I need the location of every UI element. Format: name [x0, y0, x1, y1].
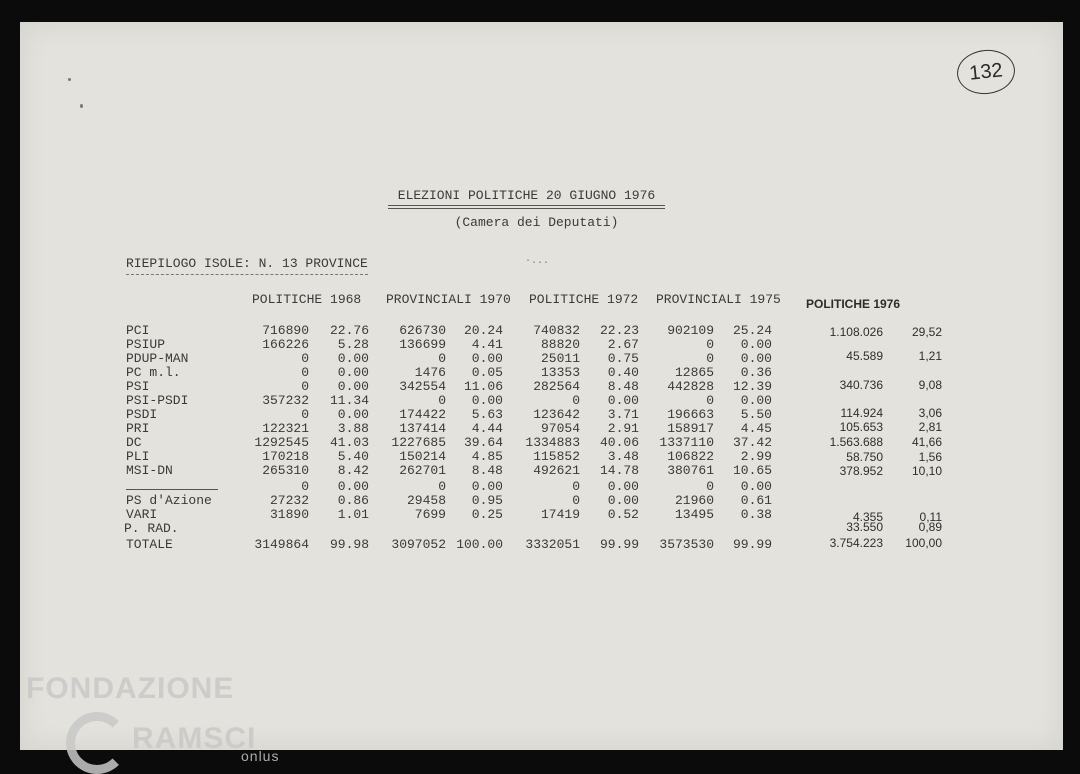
cell-party: PLI: [126, 449, 150, 464]
cell-v70: 262701: [399, 463, 446, 478]
cell-p75: 0.38: [740, 507, 772, 522]
cell-v76: 114.924: [840, 406, 883, 420]
cell-v75: 21960: [674, 493, 714, 508]
cell-v72: 97054: [540, 421, 580, 436]
document-subtitle: (Camera dei Deputati): [454, 215, 619, 230]
header-politiche-1976: POLITICHE 1976: [806, 297, 901, 311]
cell-p68: 41.03: [329, 435, 369, 450]
cell-p72: 3.71: [607, 407, 639, 422]
cell-v76: 58.750: [846, 450, 883, 464]
cell-v68: 357232: [262, 393, 309, 408]
cell-v76: 33.550: [846, 520, 883, 534]
cell-v68: 265310: [262, 463, 309, 478]
watermark-line2: RAMSCI: [132, 722, 257, 755]
cell-v70: 174422: [399, 407, 446, 422]
cell-p75: 10.65: [732, 463, 772, 478]
cell-party: PSDI: [126, 407, 158, 422]
cell-p75: 0.00: [740, 393, 772, 408]
table-row: [20, 494, 1063, 508]
header-provinciali-1970: PROVINCIALI 1970: [386, 292, 511, 307]
cell-p68: 8.42: [337, 463, 369, 478]
cell-v72: 3332051: [525, 537, 580, 552]
cell-p68: 5.28: [337, 337, 369, 352]
title-wrap: [20, 186, 1063, 209]
cell-v70: 626730: [399, 323, 446, 338]
cell-p75: 25.24: [732, 323, 772, 338]
cell-v70: 7699: [414, 507, 446, 522]
summary-heading: RIEPILOGO ISOLE: N. 13 PROVINCE: [126, 256, 368, 271]
watermark-line1: FONDAZIONE: [26, 672, 235, 705]
table-row: [20, 408, 1063, 422]
cell-v75: 158917: [667, 421, 714, 436]
table-row: [20, 436, 1063, 450]
cell-p72: 0.75: [607, 351, 639, 366]
table-row: [20, 352, 1063, 366]
cell-v72: 123642: [533, 407, 580, 422]
cell-v68: 0: [301, 407, 309, 422]
cell-v68: 0: [301, 479, 309, 494]
cell-v72: 740832: [533, 323, 580, 338]
cell-p76: 100,00: [905, 536, 942, 550]
cell-party: VARI: [126, 507, 158, 522]
cell-party: PSI: [126, 379, 150, 394]
cell-p75: 0.61: [740, 493, 772, 508]
cell-party: MSI-DN: [126, 463, 173, 478]
page-number: 132: [968, 58, 1004, 85]
cell-v75: 902109: [667, 323, 714, 338]
cell-p68: 0.00: [337, 365, 369, 380]
cell-p72: 0.52: [607, 507, 639, 522]
cell-p72: 2.91: [607, 421, 639, 436]
cell-p72: 0.00: [607, 493, 639, 508]
cell-v68: 27232: [269, 493, 309, 508]
cell-v75: 442828: [667, 379, 714, 394]
separator-line: [126, 489, 218, 490]
watermark-line2-wrap: [66, 704, 256, 774]
cell-v68: 3149864: [254, 537, 309, 552]
cell-p70: 5.63: [471, 407, 503, 422]
g-logo-icon: [66, 712, 128, 774]
cell-v70: 3097052: [391, 537, 446, 552]
cell-p76: 3,06: [918, 406, 942, 420]
cell-v70: 136699: [399, 337, 446, 352]
cell-p68: 11.34: [329, 393, 369, 408]
cell-p75: 4.45: [740, 421, 772, 436]
header-politiche-1968: POLITICHE 1968: [252, 292, 362, 307]
cell-p68: 99.98: [329, 537, 369, 552]
cell-p70: 4.41: [471, 337, 503, 352]
cell-p70: 0.00: [471, 351, 503, 366]
cell-v68: 31890: [269, 507, 309, 522]
cell-p68: 22.76: [329, 323, 369, 338]
cell-v70: 137414: [399, 421, 446, 436]
cell-party: DC: [126, 435, 142, 450]
cell-p76: 2,81: [918, 420, 942, 434]
cell-p75: 0.00: [740, 337, 772, 352]
cell-p68: 1.01: [337, 507, 369, 522]
cell-v75: 13495: [674, 507, 714, 522]
cell-p72: 22.23: [599, 323, 639, 338]
dots-mark: ·...: [525, 256, 550, 267]
table-row: [20, 366, 1063, 380]
cell-p70: 20.24: [463, 323, 503, 338]
cell-v76: 105.653: [839, 420, 883, 434]
cell-p68: 3.88: [337, 421, 369, 436]
cell-v75: 1337110: [659, 435, 714, 450]
cell-v75: 0: [706, 393, 714, 408]
cell-v68: 0: [301, 351, 309, 366]
cell-p68: 0.00: [337, 379, 369, 394]
cell-p75: 5.50: [740, 407, 772, 422]
cell-v72: 492621: [533, 463, 580, 478]
cell-p75: 2.99: [740, 449, 772, 464]
cell-party: P. RAD.: [124, 521, 179, 536]
cell-p70: 39.64: [463, 435, 503, 450]
cell-v72: 0: [572, 393, 580, 408]
cell-p72: 0.00: [607, 479, 639, 494]
cell-p75: 0.00: [740, 479, 772, 494]
cell-v75: 380761: [667, 463, 714, 478]
cell-p72: 3.48: [607, 449, 639, 464]
table-row: [20, 380, 1063, 394]
cell-v72: 115852: [533, 449, 580, 464]
table-row: [20, 508, 1063, 522]
header-provinciali-1975: PROVINCIALI 1975: [656, 292, 781, 307]
table-row: [20, 450, 1063, 464]
cell-p76: 0,11: [919, 510, 942, 524]
cell-p70: 4.85: [471, 449, 503, 464]
cell-p70: 0.00: [471, 479, 503, 494]
speck: [68, 78, 71, 81]
cell-v68: 166226: [262, 337, 309, 352]
cell-v72: 88820: [540, 337, 580, 352]
cell-v72: 282564: [533, 379, 580, 394]
cell-party: PDUP-MAN: [126, 351, 189, 366]
cell-party: PS d'Azione: [126, 493, 212, 508]
cell-v72: 1334883: [525, 435, 580, 450]
speck: [80, 104, 83, 108]
cell-v70: 150214: [399, 449, 446, 464]
cell-p72: 40.06: [599, 435, 639, 450]
cell-p72: 0.00: [607, 393, 639, 408]
cell-party: PCI: [126, 323, 150, 338]
cell-v76: 4.355: [852, 510, 883, 524]
cell-v75: 0: [706, 351, 714, 366]
table-row: [20, 464, 1063, 478]
cell-p75: 99.99: [732, 537, 772, 552]
cell-p70: 100.00: [456, 537, 503, 552]
cell-v68: 1292545: [254, 435, 309, 450]
cell-v72: 17419: [540, 507, 580, 522]
cell-v68: 0: [301, 379, 309, 394]
cell-v75: 0: [706, 479, 714, 494]
cell-v68: 170218: [262, 449, 309, 464]
cell-v70: 1476: [414, 365, 446, 380]
table-row: [20, 338, 1063, 352]
cell-p68: 0.86: [337, 493, 369, 508]
cell-party: TOTALE: [126, 537, 173, 552]
cell-p72: 2.67: [607, 337, 639, 352]
cell-v68: 0: [301, 365, 309, 380]
header-politiche-1972: POLITICHE 1972: [529, 292, 639, 307]
cell-p76: 1,21: [918, 349, 942, 363]
cell-v70: 342554: [399, 379, 446, 394]
cell-party: PC m.l.: [126, 365, 181, 380]
cell-v76: 340.736: [839, 378, 883, 392]
cell-p70: 0.05: [471, 365, 503, 380]
table-row: [20, 324, 1063, 338]
cell-p76: 0,89: [918, 520, 942, 534]
document-page: [20, 22, 1063, 764]
cell-p72: 0.40: [607, 365, 639, 380]
cell-party: PRI: [126, 421, 150, 436]
cell-v70: 0: [438, 393, 446, 408]
cell-v68: 716890: [262, 323, 309, 338]
cell-p75: 0.00: [740, 351, 772, 366]
cell-p70: 4.44: [471, 421, 503, 436]
cell-p70: 11.06: [463, 379, 503, 394]
cell-v70: 0: [438, 351, 446, 366]
cell-v72: 0: [572, 493, 580, 508]
watermark: [26, 672, 280, 764]
cell-v75: 12865: [674, 365, 714, 380]
cell-v76: 1.108.026: [829, 325, 883, 339]
watermark-line3: onlus: [241, 748, 280, 764]
cell-v70: 0: [438, 479, 446, 494]
cell-v76: 45.589: [846, 349, 883, 363]
cell-v75: 106822: [667, 449, 714, 464]
cell-p68: 0.00: [337, 351, 369, 366]
cell-v76: 3.754.223: [829, 536, 883, 550]
cell-v72: 0: [572, 479, 580, 494]
cell-p68: 0.00: [337, 407, 369, 422]
cell-v68: 122321: [262, 421, 309, 436]
cell-p72: 99.99: [599, 537, 639, 552]
cell-p70: 0.25: [471, 507, 503, 522]
cell-v70: 1227685: [391, 435, 446, 450]
table-row: [20, 422, 1063, 436]
cell-v72: 13353: [540, 365, 580, 380]
cell-v70: 29458: [406, 493, 446, 508]
cell-p76: 29,52: [911, 325, 942, 339]
table-row: [20, 480, 1063, 494]
cell-v75: 0: [706, 337, 714, 352]
cell-party: PSI-PSDI: [126, 393, 189, 408]
cell-p72: 14.78: [599, 463, 639, 478]
cell-p70: 0.00: [471, 393, 503, 408]
cell-p68: 0.00: [337, 479, 369, 494]
document-title: ELEZIONI POLITICHE 20 GIUGNO 1976: [392, 188, 661, 209]
cell-v75: 3573530: [659, 537, 714, 552]
cell-p75: 0.36: [740, 365, 772, 380]
cell-v75: 196663: [667, 407, 714, 422]
cell-p76: 9,08: [918, 378, 942, 392]
cell-p75: 12.39: [732, 379, 772, 394]
cell-p70: 0.95: [471, 493, 503, 508]
cell-p72: 8.48: [607, 379, 639, 394]
cell-p75: 37.42: [732, 435, 772, 450]
cell-p76: 10,10: [911, 464, 942, 478]
cell-v76: 1.563.688: [829, 435, 883, 449]
table-row: [20, 394, 1063, 408]
cell-v72: 25011: [540, 351, 580, 366]
cell-v76: 378.952: [839, 464, 883, 478]
page-number-stamp: [955, 47, 1017, 97]
cell-party: PSIUP: [126, 337, 166, 352]
cell-p76: 41,66: [911, 435, 942, 449]
cell-p70: 8.48: [471, 463, 503, 478]
cell-p76: 1,56: [918, 450, 942, 464]
cell-p68: 5.40: [337, 449, 369, 464]
